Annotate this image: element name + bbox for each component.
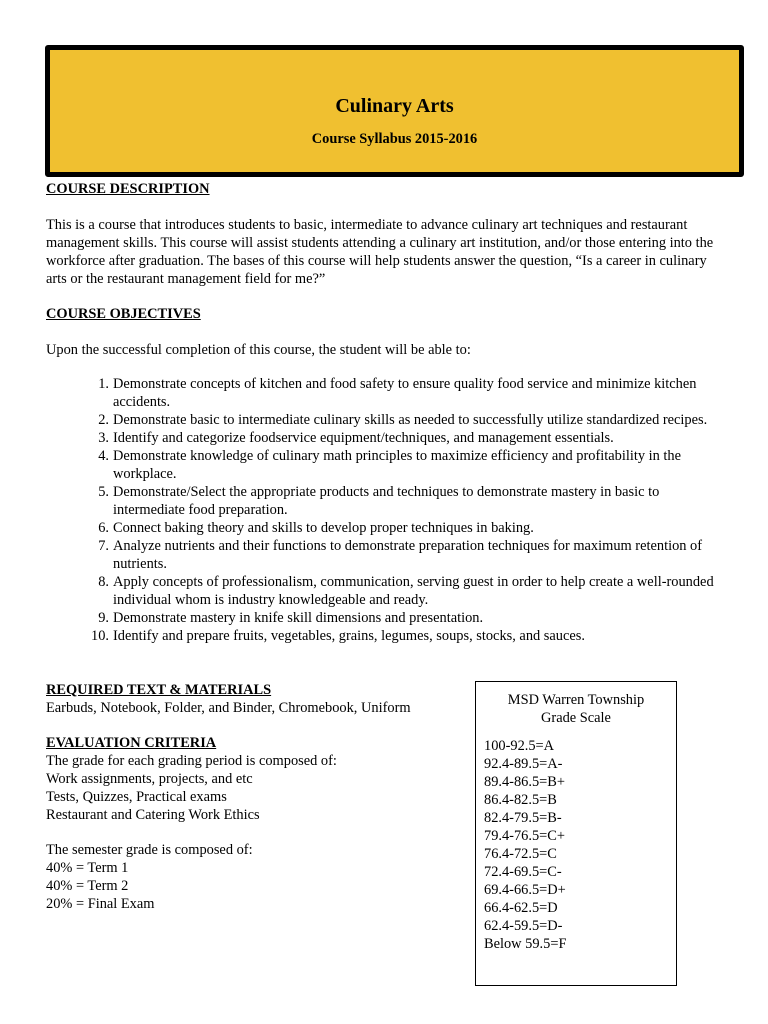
list-text: Demonstrate mastery in knife skill dimensions and presentation. bbox=[113, 610, 484, 626]
list-number: 1. bbox=[98, 376, 109, 392]
grade-row: 76.4-72.5=C bbox=[484, 846, 557, 862]
grade-row: 89.4-86.5=B+ bbox=[484, 774, 565, 790]
list-item bbox=[98, 375, 718, 411]
grade-row: 69.4-66.5=D+ bbox=[484, 882, 566, 898]
list-number: 10. bbox=[91, 628, 109, 644]
grade-row: 86.4-82.5=B bbox=[484, 792, 557, 808]
evaluation-line: Work assignments, projects, and etc bbox=[46, 771, 253, 787]
evaluation-line: The grade for each grading period is composed of: bbox=[46, 753, 337, 769]
list-item bbox=[91, 627, 718, 645]
course-subtitle: Course Syllabus 2015-2016 bbox=[311, 131, 478, 147]
semester-line: 40% = Term 2 bbox=[46, 878, 129, 894]
grade-row: 66.4-62.5=D bbox=[484, 900, 558, 916]
list-number: 6. bbox=[98, 520, 109, 536]
grade-scale-title-line1: MSD Warren Township bbox=[507, 692, 645, 708]
grade-row: 100-92.5=A bbox=[484, 738, 555, 754]
list-text: Demonstrate concepts of kitchen and food safety to ensure quality food service and minimize kitchen accidents. bbox=[113, 376, 697, 410]
list-number: 2. bbox=[98, 412, 109, 428]
course-title: Culinary Arts bbox=[335, 95, 454, 117]
course-description-text: This is a course that introduces students to basic, intermediate to advance culinary art techniques and restaurant management skills. This course will assist students attending a culinary art institution, and/or those entering into the workforce after graduation. The bases of this course will help students answer the question, “Is a career in culinary arts or the restaurant management field for me?” bbox=[46, 217, 714, 287]
list-item bbox=[98, 537, 718, 573]
list-text: Apply concepts of professionalism, communication, serving guest in order to help create a well-rounded individual whom is industry knowledgeable and ready. bbox=[113, 574, 714, 608]
grade-row: Below 59.5=F bbox=[484, 936, 567, 952]
grade-row: 82.4-79.5=B- bbox=[484, 810, 562, 826]
evaluation-line: Tests, Quizzes, Practical exams bbox=[46, 789, 227, 805]
list-item bbox=[98, 573, 718, 609]
list-text: Identify and categorize foodservice equipment/techniques, and management essentials. bbox=[113, 430, 614, 446]
grade-scale-title bbox=[476, 691, 676, 727]
list-number: 8. bbox=[98, 574, 109, 590]
grade-row: 92.4-89.5=A- bbox=[484, 756, 563, 772]
list-item bbox=[98, 483, 718, 519]
semester-line: 20% = Final Exam bbox=[46, 896, 155, 912]
list-item bbox=[98, 429, 718, 447]
list-item bbox=[98, 609, 718, 627]
list-number: 5. bbox=[98, 484, 109, 500]
semester-line: 40% = Term 1 bbox=[46, 860, 129, 876]
list-text: Demonstrate knowledge of culinary math principles to maximize efficiency and profitability in the workplace. bbox=[113, 448, 681, 482]
list-text: Demonstrate basic to intermediate culinary skills as needed to successfully utilize standardized recipes. bbox=[113, 412, 708, 428]
grade-row: 79.4-76.5=C+ bbox=[484, 828, 565, 844]
title-banner bbox=[45, 45, 744, 177]
grade-row: 62.4-59.5=D- bbox=[484, 918, 563, 934]
materials-heading: REQUIRED TEXT & MATERIALS bbox=[46, 682, 272, 698]
list-number: 9. bbox=[98, 610, 109, 626]
list-item bbox=[98, 447, 718, 483]
list-number: 4. bbox=[98, 448, 109, 464]
materials-text: Earbuds, Notebook, Folder, and Binder, Chromebook, Uniform bbox=[46, 700, 411, 716]
evaluation-line: Restaurant and Catering Work Ethics bbox=[46, 807, 260, 823]
grade-scale-title-line2: Grade Scale bbox=[541, 710, 611, 726]
evaluation-heading: EVALUATION CRITERIA bbox=[46, 735, 217, 751]
list-number: 7. bbox=[98, 538, 109, 554]
list-text: Analyze nutrients and their functions to demonstrate preparation techniques for maximum retention of nutrients. bbox=[113, 538, 703, 572]
course-objectives-heading: COURSE OBJECTIVES bbox=[46, 306, 201, 322]
list-text: Connect baking theory and skills to develop proper techniques in baking. bbox=[113, 520, 534, 536]
semester-intro: The semester grade is composed of: bbox=[46, 842, 253, 858]
grade-scale-list bbox=[476, 737, 676, 953]
list-number: 3. bbox=[98, 430, 109, 446]
list-item bbox=[98, 411, 718, 429]
list-text: Identify and prepare fruits, vegetables, grains, legumes, soups, stocks, and sauces. bbox=[113, 628, 585, 644]
grade-scale-box bbox=[475, 681, 677, 986]
course-objectives-intro: Upon the successful completion of this course, the student will be able to: bbox=[46, 342, 471, 358]
list-item bbox=[98, 519, 718, 537]
list-text: Demonstrate/Select the appropriate products and techniques to demonstrate mastery in basic to intermediate food preparation. bbox=[113, 484, 660, 518]
objectives-list bbox=[91, 375, 718, 645]
grade-row: 72.4-69.5=C- bbox=[484, 864, 562, 880]
evaluation-criteria-lines bbox=[46, 752, 337, 824]
course-description-heading: COURSE DESCRIPTION bbox=[46, 181, 210, 197]
semester-grade-lines bbox=[46, 841, 253, 913]
